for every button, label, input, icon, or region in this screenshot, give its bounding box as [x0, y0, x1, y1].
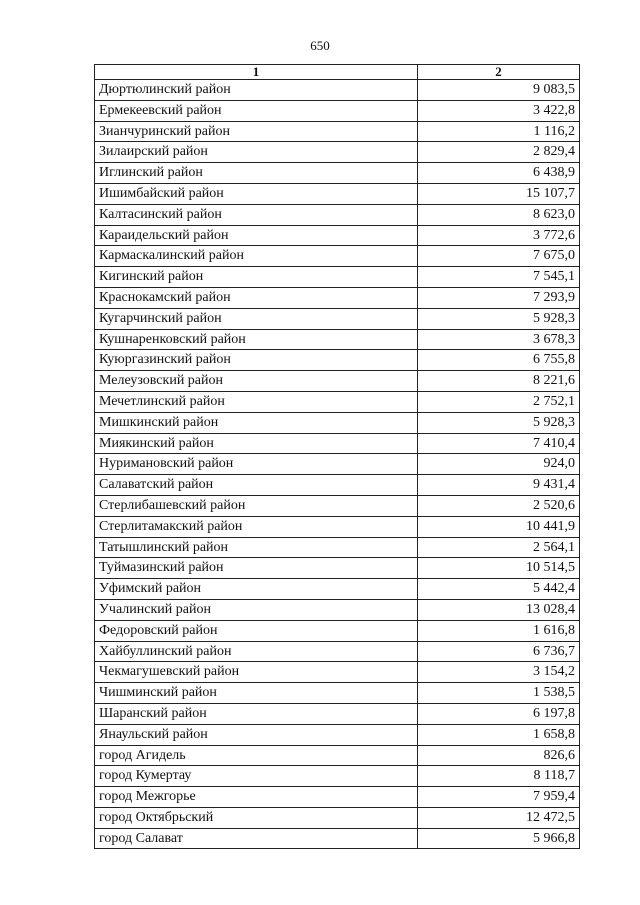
- table-row: [95, 391, 580, 412]
- table-row: [95, 683, 580, 704]
- amount-cell: 924,0: [418, 454, 580, 475]
- amount-cell: 3 422,8: [418, 100, 580, 121]
- district-name-cell: Чекмагушевский район: [95, 662, 418, 683]
- district-name-cell: Кармаскалинский район: [95, 246, 418, 267]
- table-row: [95, 641, 580, 662]
- table-row: [95, 350, 580, 371]
- table-row: [95, 100, 580, 121]
- amount-cell: 7 410,4: [418, 433, 580, 454]
- table-row: [95, 204, 580, 225]
- table-row: [95, 537, 580, 558]
- table-row: [95, 121, 580, 142]
- column-header-1: 1: [95, 65, 418, 80]
- amount-cell: 7 675,0: [418, 246, 580, 267]
- table-row: [95, 329, 580, 350]
- district-name-cell: Чишминский район: [95, 683, 418, 704]
- amount-cell: 5 928,3: [418, 412, 580, 433]
- table-row: [95, 828, 580, 849]
- table-row: [95, 371, 580, 392]
- amount-cell: 3 772,6: [418, 225, 580, 246]
- table-row: [95, 599, 580, 620]
- district-name-cell: Стерлибашевский район: [95, 495, 418, 516]
- amount-cell: 2 520,6: [418, 495, 580, 516]
- table-row: [95, 475, 580, 496]
- district-name-cell: Мишкинский район: [95, 412, 418, 433]
- page-number: 650: [310, 38, 330, 53]
- table-row: [95, 620, 580, 641]
- table-row: [95, 516, 580, 537]
- table-row: [95, 787, 580, 808]
- table-row: [95, 225, 580, 246]
- district-name-cell: Туймазинский район: [95, 558, 418, 579]
- amount-cell: 6 438,9: [418, 163, 580, 184]
- district-name-cell: Уфимский район: [95, 579, 418, 600]
- table-row: [95, 287, 580, 308]
- district-name-cell: Кигинский район: [95, 267, 418, 288]
- amount-cell: 9 431,4: [418, 475, 580, 496]
- district-name-cell: Караидельский район: [95, 225, 418, 246]
- table-row: [95, 807, 580, 828]
- table-row: [95, 433, 580, 454]
- amount-cell: 6 736,7: [418, 641, 580, 662]
- district-name-cell: Миякинский район: [95, 433, 418, 454]
- district-name-cell: Учалинский район: [95, 599, 418, 620]
- district-name-cell: город Агидель: [95, 745, 418, 766]
- table-row: [95, 183, 580, 204]
- table-row: [95, 267, 580, 288]
- amount-cell: 5 442,4: [418, 579, 580, 600]
- amount-cell: 7 545,1: [418, 267, 580, 288]
- table-row: [95, 703, 580, 724]
- district-name-cell: Калтасинский район: [95, 204, 418, 225]
- district-name-cell: город Салават: [95, 828, 418, 849]
- table-row: [95, 80, 580, 101]
- district-name-cell: Краснокамский район: [95, 287, 418, 308]
- district-name-cell: Мелеузовский район: [95, 371, 418, 392]
- district-name-cell: Салаватский район: [95, 475, 418, 496]
- amount-cell: 8 623,0: [418, 204, 580, 225]
- table-row: [95, 662, 580, 683]
- amount-cell: 13 028,4: [418, 599, 580, 620]
- district-name-cell: Мечетлинский район: [95, 391, 418, 412]
- district-name-cell: Куюргазинский район: [95, 350, 418, 371]
- amount-cell: 2 829,4: [418, 142, 580, 163]
- amount-cell: 2 752,1: [418, 391, 580, 412]
- table-row: [95, 142, 580, 163]
- amount-cell: 1 538,5: [418, 683, 580, 704]
- district-name-cell: Федоровский район: [95, 620, 418, 641]
- amount-cell: 826,6: [418, 745, 580, 766]
- table-row: [95, 495, 580, 516]
- district-name-cell: Стерлитамакский район: [95, 516, 418, 537]
- amount-cell: 5 928,3: [418, 308, 580, 329]
- table-row: [95, 163, 580, 184]
- district-name-cell: Зилаирский район: [95, 142, 418, 163]
- data-table: [94, 64, 580, 849]
- district-name-cell: город Октябрьский: [95, 807, 418, 828]
- amount-cell: 3 678,3: [418, 329, 580, 350]
- table-row: [95, 308, 580, 329]
- district-name-cell: Ишимбайский район: [95, 183, 418, 204]
- table-row: [95, 766, 580, 787]
- amount-cell: 8 118,7: [418, 766, 580, 787]
- amount-cell: 10 514,5: [418, 558, 580, 579]
- amount-cell: 2 564,1: [418, 537, 580, 558]
- district-name-cell: город Кумертау: [95, 766, 418, 787]
- amount-cell: 1 658,8: [418, 724, 580, 745]
- amount-cell: 6 197,8: [418, 703, 580, 724]
- district-name-cell: Кушнаренковский район: [95, 329, 418, 350]
- amount-cell: 7 293,9: [418, 287, 580, 308]
- table-row: [95, 558, 580, 579]
- district-name-cell: Хайбуллинский район: [95, 641, 418, 662]
- district-name-cell: Зианчуринский район: [95, 121, 418, 142]
- amount-cell: 12 472,5: [418, 807, 580, 828]
- district-name-cell: Ермекеевский район: [95, 100, 418, 121]
- amount-cell: 15 107,7: [418, 183, 580, 204]
- amount-cell: 5 966,8: [418, 828, 580, 849]
- amount-cell: 7 959,4: [418, 787, 580, 808]
- amount-cell: 10 441,9: [418, 516, 580, 537]
- amount-cell: 3 154,2: [418, 662, 580, 683]
- district-name-cell: Шаранский район: [95, 703, 418, 724]
- amount-cell: 6 755,8: [418, 350, 580, 371]
- district-name-cell: Дюртюлинский район: [95, 80, 418, 101]
- table-row: [95, 724, 580, 745]
- district-name-cell: Татышлинский район: [95, 537, 418, 558]
- district-name-cell: Янаульский район: [95, 724, 418, 745]
- district-name-cell: город Межгорье: [95, 787, 418, 808]
- district-name-cell: Кугарчинский район: [95, 308, 418, 329]
- table-header-row: [95, 65, 580, 80]
- amount-cell: 9 083,5: [418, 80, 580, 101]
- table-row: [95, 246, 580, 267]
- table-body: [95, 80, 580, 849]
- table-row: [95, 745, 580, 766]
- amount-cell: 1 616,8: [418, 620, 580, 641]
- table-row: [95, 412, 580, 433]
- district-name-cell: Нуримановский район: [95, 454, 418, 475]
- district-name-cell: Иглинский район: [95, 163, 418, 184]
- amount-cell: 1 116,2: [418, 121, 580, 142]
- amount-cell: 8 221,6: [418, 371, 580, 392]
- table-row: [95, 454, 580, 475]
- table-row: [95, 579, 580, 600]
- column-header-2: 2: [418, 65, 580, 80]
